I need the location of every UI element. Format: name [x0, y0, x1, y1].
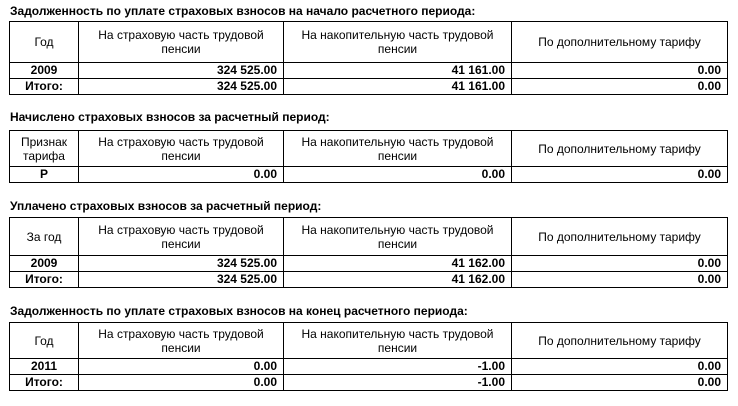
- insurance-part-value: 0.00: [79, 167, 284, 183]
- funded-part-value: 0.00: [284, 167, 512, 183]
- debt-end-title: Задолженность по уплате страховых взносов на конец расчетного периода:: [10, 304, 468, 318]
- row-label: 2009: [10, 63, 79, 79]
- insurance-part-value: 0.00: [79, 375, 284, 391]
- funded-part-value: 41 161.00: [284, 79, 512, 95]
- year-column-header: За год: [10, 218, 79, 256]
- table-header-row: [10, 22, 728, 63]
- funded-part-value: -1.00: [284, 375, 512, 391]
- accrued-table: [9, 130, 728, 183]
- total-row: [10, 375, 728, 391]
- funded-part-column-header: На накопительную часть трудовой пенсии: [284, 131, 512, 167]
- additional-tariff-value: 0.00: [512, 272, 728, 288]
- total-row: [10, 79, 728, 95]
- funded-part-value: 41 162.00: [284, 256, 512, 272]
- funded-part-column-header: На накопительную часть трудовой пенсии: [284, 22, 512, 63]
- funded-part-value: 41 162.00: [284, 272, 512, 288]
- table-row: [10, 63, 728, 79]
- row-label: 2009: [10, 256, 79, 272]
- table-header-row: [10, 131, 728, 167]
- additional-tariff-value: 0.00: [512, 359, 728, 375]
- paid-title: Уплачено страховых взносов за расчетный период:: [10, 199, 322, 213]
- additional-tariff-column-header: По дополнительному тарифу: [512, 323, 728, 359]
- paid-table: [9, 217, 728, 288]
- table-header-row: [10, 323, 728, 359]
- year-column-header: Год: [10, 22, 79, 63]
- additional-tariff-value: 0.00: [512, 63, 728, 79]
- insurance-part-value: 324 525.00: [79, 79, 284, 95]
- table-header-row: [10, 218, 728, 256]
- row-label: Итого:: [10, 79, 79, 95]
- additional-tariff-value: 0.00: [512, 167, 728, 183]
- additional-tariff-column-header: По дополнительному тарифу: [512, 218, 728, 256]
- debt-start-title: Задолженность по уплате страховых взносов на начало расчетного периода:: [10, 4, 476, 18]
- additional-tariff-column-header: По дополнительному тарифу: [512, 131, 728, 167]
- funded-part-value: -1.00: [284, 359, 512, 375]
- row-label: Р: [10, 167, 79, 183]
- insurance-part-value: 0.00: [79, 359, 284, 375]
- row-label: Итого:: [10, 375, 79, 391]
- insurance-part-column-header: На страховую часть трудовой пенсии: [79, 22, 284, 63]
- additional-tariff-value: 0.00: [512, 79, 728, 95]
- table-row: [10, 167, 728, 183]
- insurance-part-value: 324 525.00: [79, 256, 284, 272]
- insurance-part-column-header: На страховую часть трудовой пенсии: [79, 218, 284, 256]
- additional-tariff-value: 0.00: [512, 256, 728, 272]
- funded-part-column-header: На накопительную часть трудовой пенсии: [284, 323, 512, 359]
- table-row: [10, 359, 728, 375]
- funded-part-column-header: На накопительную часть трудовой пенсии: [284, 218, 512, 256]
- tariff-sign-column-header: Признак тарифа: [10, 131, 79, 167]
- insurance-part-value: 324 525.00: [79, 63, 284, 79]
- total-row: [10, 272, 728, 288]
- additional-tariff-value: 0.00: [512, 375, 728, 391]
- debt-start-table: [9, 21, 728, 95]
- year-column-header: Год: [10, 323, 79, 359]
- funded-part-value: 41 161.00: [284, 63, 512, 79]
- insurance-part-column-header: На страховую часть трудовой пенсии: [79, 131, 284, 167]
- insurance-part-value: 324 525.00: [79, 272, 284, 288]
- additional-tariff-column-header: По дополнительному тарифу: [512, 22, 728, 63]
- debt-end-table: [9, 322, 728, 391]
- row-label: 2011: [10, 359, 79, 375]
- row-label: Итого:: [10, 272, 79, 288]
- table-row: [10, 256, 728, 272]
- accrued-title: Начислено страховых взносов за расчетный период:: [10, 110, 330, 124]
- insurance-part-column-header: На страховую часть трудовой пенсии: [79, 323, 284, 359]
